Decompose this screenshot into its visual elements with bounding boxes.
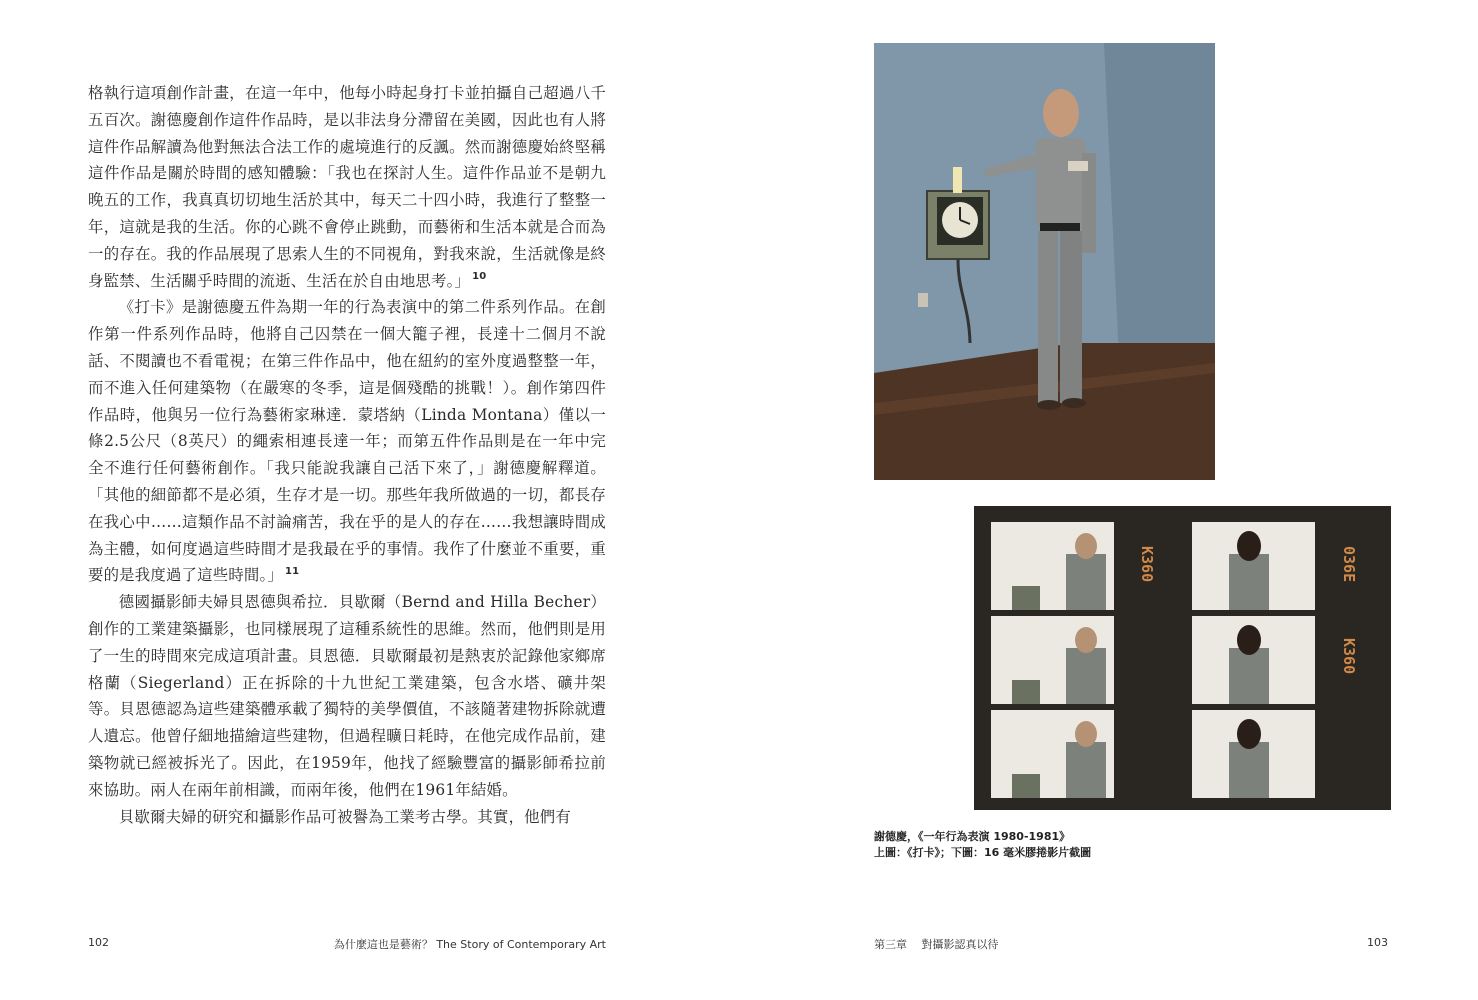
paragraph-2-text: 《打卡》是謝德慶五件為期一年的行為表演中的第二件系列作品。在創作第一件系列作品時，他將自己囚禁在一個大籠子裡，長達十二個月不說話、不閱讀也不看電視；在第三件作品中，他在紐約的室外度過整整一年，而不進入任何建築物（在嚴寒的冬季，這是個殘酷的挑戰！）。創作第四件作品時，他與另一位行為藝術家琳達．蒙塔納（Linda Montana）僅以一條2.5公尺（8英尺）的繩索相連長達一年；而第五件作品則是在一年中完全不進行任何藝術創作。「我只能說我讓自己活下來了，」謝德慶解釋道。「其他的細節都不是必須，生存才是一切。那些年我所做過的一切，都長存在我心中……這類作品不討論痛苦，我在乎的是人的存在……我想讓時間成為主體，如何度過這些時間才是我最在乎的事情。我作了什麼並不重要，重要的是我度過了這些時間。」 bbox=[88, 298, 606, 585]
paragraph-1 bbox=[88, 80, 606, 294]
body-text bbox=[88, 80, 606, 830]
page-number-right: 103 bbox=[1367, 936, 1388, 949]
film-strip-art bbox=[974, 506, 1391, 810]
caption-title: 謝德慶，《一年行為表演 1980-1981》 bbox=[874, 830, 1071, 843]
running-title: 為什麼這也是藝術？ The Story of Contemporary Art bbox=[333, 938, 606, 951]
time-clock-photo-art bbox=[874, 43, 1215, 480]
paragraph-3: 德國攝影師夫婦貝恩德與希拉．貝歇爾（Bernd and Hilla Becher）創作的工業建築攝影，也同樣展現了這種系統性的思維。然而，他們則是用了一生的時間來完成這項計畫。貝恩德．貝歇爾最初是熱衷於記錄他家鄉席格蘭（Siegerland）正在拆除的十九世紀工業建築，包含水塔、礦井架等。貝恩德認為這些建築體承載了獨特的美學價值，不該隨著建物拆除就遭人遺忘。他曾仔細地描繪這些建物，但過程曠日耗時，在他完成作品前，建築物就已經被拆光了。因此，在1959年，他找了經驗豐富的攝影師希拉前來協助。兩人在兩年前相識，而兩年後，他們在1961年結婚。 bbox=[88, 593, 606, 799]
film-edge-code-2: 036E bbox=[1340, 546, 1358, 583]
figure-caption bbox=[874, 829, 1274, 861]
paragraph-1-text: 格執行這項創作計畫，在這一年中，他每小時起身打卡並拍攝自己超過八千五百次。謝德慶創作這件作品時，是以非法身分滯留在美國，因此也有人將這件作品解讀為他對無法合法工作的處境進行的反諷。然而謝德慶始終堅稱這件作品是關於時間的感知體驗：「我也在探討人生。這件作品並不是朝九晚五的工作，我真真切切地生活於其中，每天二十四小時，我進行了整整一年，這就是我的生活。你的心跳不會停止跳動，而藝術和生活本就是合而為一的存在。我的作品展現了思索人生的不同視角，對我來說，生活就像是終身監禁、生活關乎時間的流逝、生活在於自由地思考。」 bbox=[88, 84, 606, 290]
paragraph-4: 貝歇爾夫婦的研究和攝影作品可被譽為工業考古學。其實，他們有 bbox=[118, 807, 571, 826]
film-edge-code-3: K360 bbox=[1340, 638, 1358, 675]
chapter-title: 第三章 對攝影認真以待 bbox=[874, 938, 999, 951]
film-edge-code-1: K360 bbox=[1138, 546, 1156, 583]
film-strip-photo bbox=[974, 506, 1391, 810]
caption-detail: 上圖：《打卡》；下圖：16 毫米膠捲影片截圖 bbox=[874, 846, 1092, 859]
page-number-left: 102 bbox=[88, 936, 109, 949]
time-clock-photo bbox=[874, 43, 1215, 480]
paragraph-2 bbox=[88, 294, 606, 589]
footnote-ref-10[interactable]: 10 bbox=[472, 271, 487, 283]
right-page bbox=[739, 0, 1478, 1000]
footnote-ref-11[interactable]: 11 bbox=[284, 566, 300, 578]
